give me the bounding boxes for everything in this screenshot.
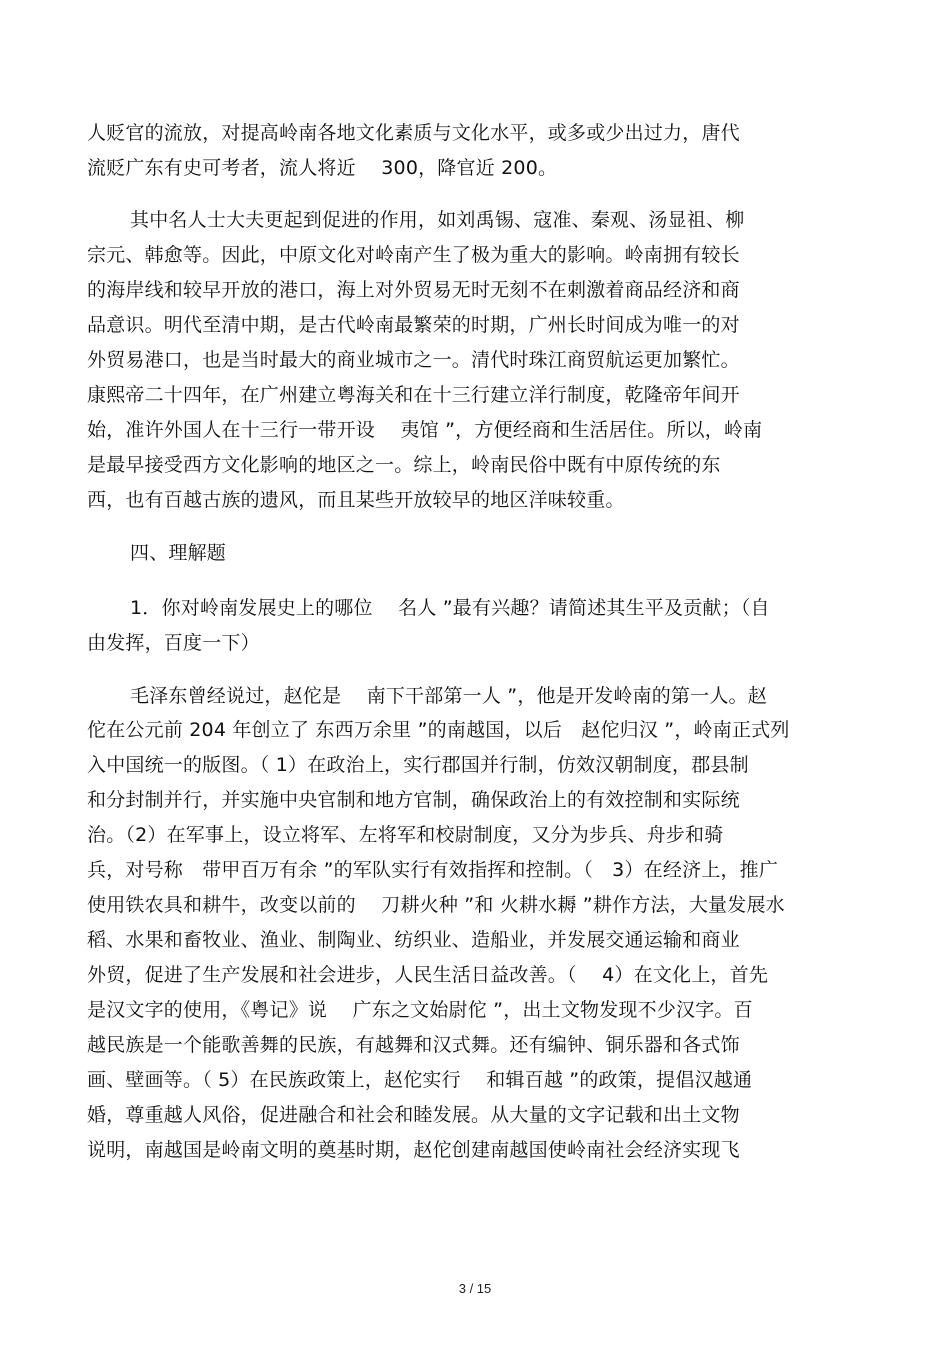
- text-line: 始，准许外国人在十三行一带开设 夷馆 ”，方便经商和生活居住。所以，岭南: [87, 419, 763, 441]
- text-line: 康熙帝二十四年，在广州建立粤海关和在十三行建立洋行制度，乾隆帝年间开: [87, 384, 740, 406]
- text-line: 外贸，促进了生产发展和社会进步，人民生活日益改善。（ 4）在文化上，首先: [87, 964, 769, 986]
- text-line: 画、壁画等。（ 5）在民族政策上，赵佗实行 和辑百越 ”的政策，提倡汉越通: [87, 1069, 753, 1091]
- text-line: 宗元、韩愈等。因此，中原文化对岭南产生了极为重大的影响。岭南拥有较长: [87, 244, 740, 266]
- section-heading: 四、理解题: [130, 542, 227, 564]
- text-line: 治。（2）在军事上，设立将军、左将军和校尉制度，又分为步兵、舟步和骑: [87, 824, 724, 846]
- question-line: 1．你对岭南发展史上的哪位 名人 ”最有兴趣？请简述其生平及贡献；（自: [130, 597, 770, 619]
- text-line: 佗在公元前 204 年创立了 东西万余里 ”的南越国，以后 赵佗归汉 ”，岭南正式列: [87, 719, 790, 741]
- page-number: 3 / 15: [458, 1281, 492, 1296]
- text-line: 毛泽东曾经说过，赵佗是 南下干部第一人 ”，他是开发岭南的第一人。赵: [130, 685, 767, 707]
- text-line: 品意识。明代至清中期，是古代岭南最繁荣的时期，广州长时间成为唯一的对: [87, 314, 740, 336]
- text-line: 流贬广东有史可考者，流人将近 300，降官近 200。: [87, 157, 558, 179]
- text-line: 是汉文字的使用，《粤记》说 广东之文始尉佗 ”，出土文物发现不少汉字。百: [87, 999, 753, 1021]
- text-line: 使用铁农具和耕牛，改变以前的 刀耕火种 ”和 火耕水耨 ”耕作方法，大量发展水: [87, 894, 785, 916]
- text-line: 越民族是一个能歌善舞的民族，有越舞和汉式舞。还有编钟、铜乐器和各式饰: [87, 1034, 740, 1056]
- text-line: 是最早接受西方文化影响的地区之一。综上，岭南民俗中既有中原传统的东: [87, 454, 721, 476]
- text-line: 稻、水果和畜牧业、渔业、制陶业、纺织业、造船业，并发展交通运输和商业: [87, 929, 740, 951]
- text-line: 说明，南越国是岭南文明的奠基时期，赵佗创建南越国使岭南社会经济实现飞: [87, 1139, 740, 1161]
- text-line: 外贸易港口，也是当时最大的商业城市之一。清代时珠江商贸航运更加繁忙。: [87, 349, 740, 371]
- text-line: 入中国统一的版图。（ 1）在政治上，实行郡国并行制，仿效汉朝制度，郡县制: [87, 754, 749, 776]
- text-line: 的海岸线和较早开放的港口，海上对外贸易无时无刻不在刺激着商品经济和商: [87, 279, 740, 301]
- text-line: 人贬官的流放，对提高岭南各地文化素质与文化水平，或多或少出过力，唐代: [87, 122, 740, 144]
- text-line: 西，也有百越古族的遗风，而且某些开放较早的地区洋味较重。: [87, 489, 625, 511]
- text-line: 其中名人士大夫更起到促进的作用，如刘禹锡、寇准、秦观、汤显祖、柳: [130, 209, 745, 231]
- question-line: 由发挥，百度一下）: [87, 632, 260, 654]
- text-line: 兵，对号称 带甲百万有余 ”的军队实行有效指挥和控制。（ 3）在经济上，推广: [87, 859, 779, 881]
- text-line: 和分封制并行，并实施中央官制和地方官制，确保政治上的有效控制和实际统: [87, 789, 740, 811]
- text-line: 婚，尊重越人风俗，促进融合和社会和睦发展。从大量的文字记载和出土文物: [87, 1104, 740, 1126]
